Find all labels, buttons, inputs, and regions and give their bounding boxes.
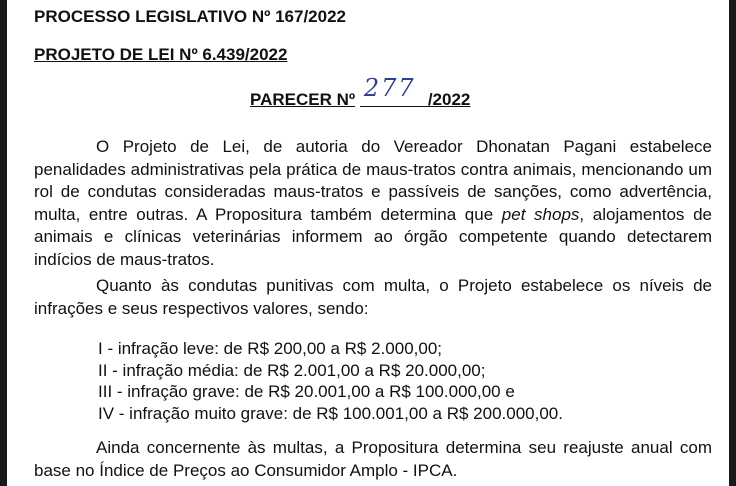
projeto-heading: PROJETO DE LEI Nº 6.439/2022 <box>34 45 288 64</box>
document-page <box>7 0 729 486</box>
parecer-heading <box>250 74 471 110</box>
paragraph-infractions-intro: Quanto às condutas punitivas com multa, o Projeto estabelece os níveis de infrações e seus respectivos valores, sendo: <box>34 276 712 318</box>
paragraph-adjustment: Ainda concernente às multas, a Propositura determina seu reajuste anual com base no Índice de Preços ao Consumidor Amplo - IPCA. <box>34 438 712 480</box>
parecer-label: PARECER Nº <box>250 90 356 109</box>
list-item: IV - infração muito grave: de R$ 100.001,00 a R$ 200.000,00. <box>98 403 563 423</box>
list-item: III - infração grave: de R$ 20.001,00 a R$ 100.000,00 e <box>98 382 515 401</box>
parecer-number-field <box>360 74 428 107</box>
processo-heading: PROCESSO LEGISLATIVO Nº 167/2022 <box>34 7 346 26</box>
paragraph-text: , alojamentos de animais e clínicas veterinárias informem ao órgão competente quando detectarem indícios de maus-tratos. <box>34 204 712 269</box>
paragraph-text: O Projeto de Lei, de autoria do Vereador Dhonatan Pagani estabelece penalidades administrativas pela prática de maus-tratos contra animais, mencionando um rol de condutas consideradas maus-tratos e passíveis de sanções, como advertência, multa, entre outras. A Propositura também determina que <box>34 137 712 224</box>
list-item: I - infração leve: de R$ 200,00 a R$ 2.000,00; <box>98 339 443 358</box>
infraction-list <box>98 338 563 424</box>
paragraph-italic-term: pet shops <box>501 204 580 224</box>
list-item: II - infração média: de R$ 2.001,00 a R$ 20.000,00; <box>98 360 486 380</box>
handwritten-number: 277 <box>363 74 416 102</box>
paragraph-description <box>34 136 712 271</box>
parecer-year: /2022 <box>427 90 471 109</box>
